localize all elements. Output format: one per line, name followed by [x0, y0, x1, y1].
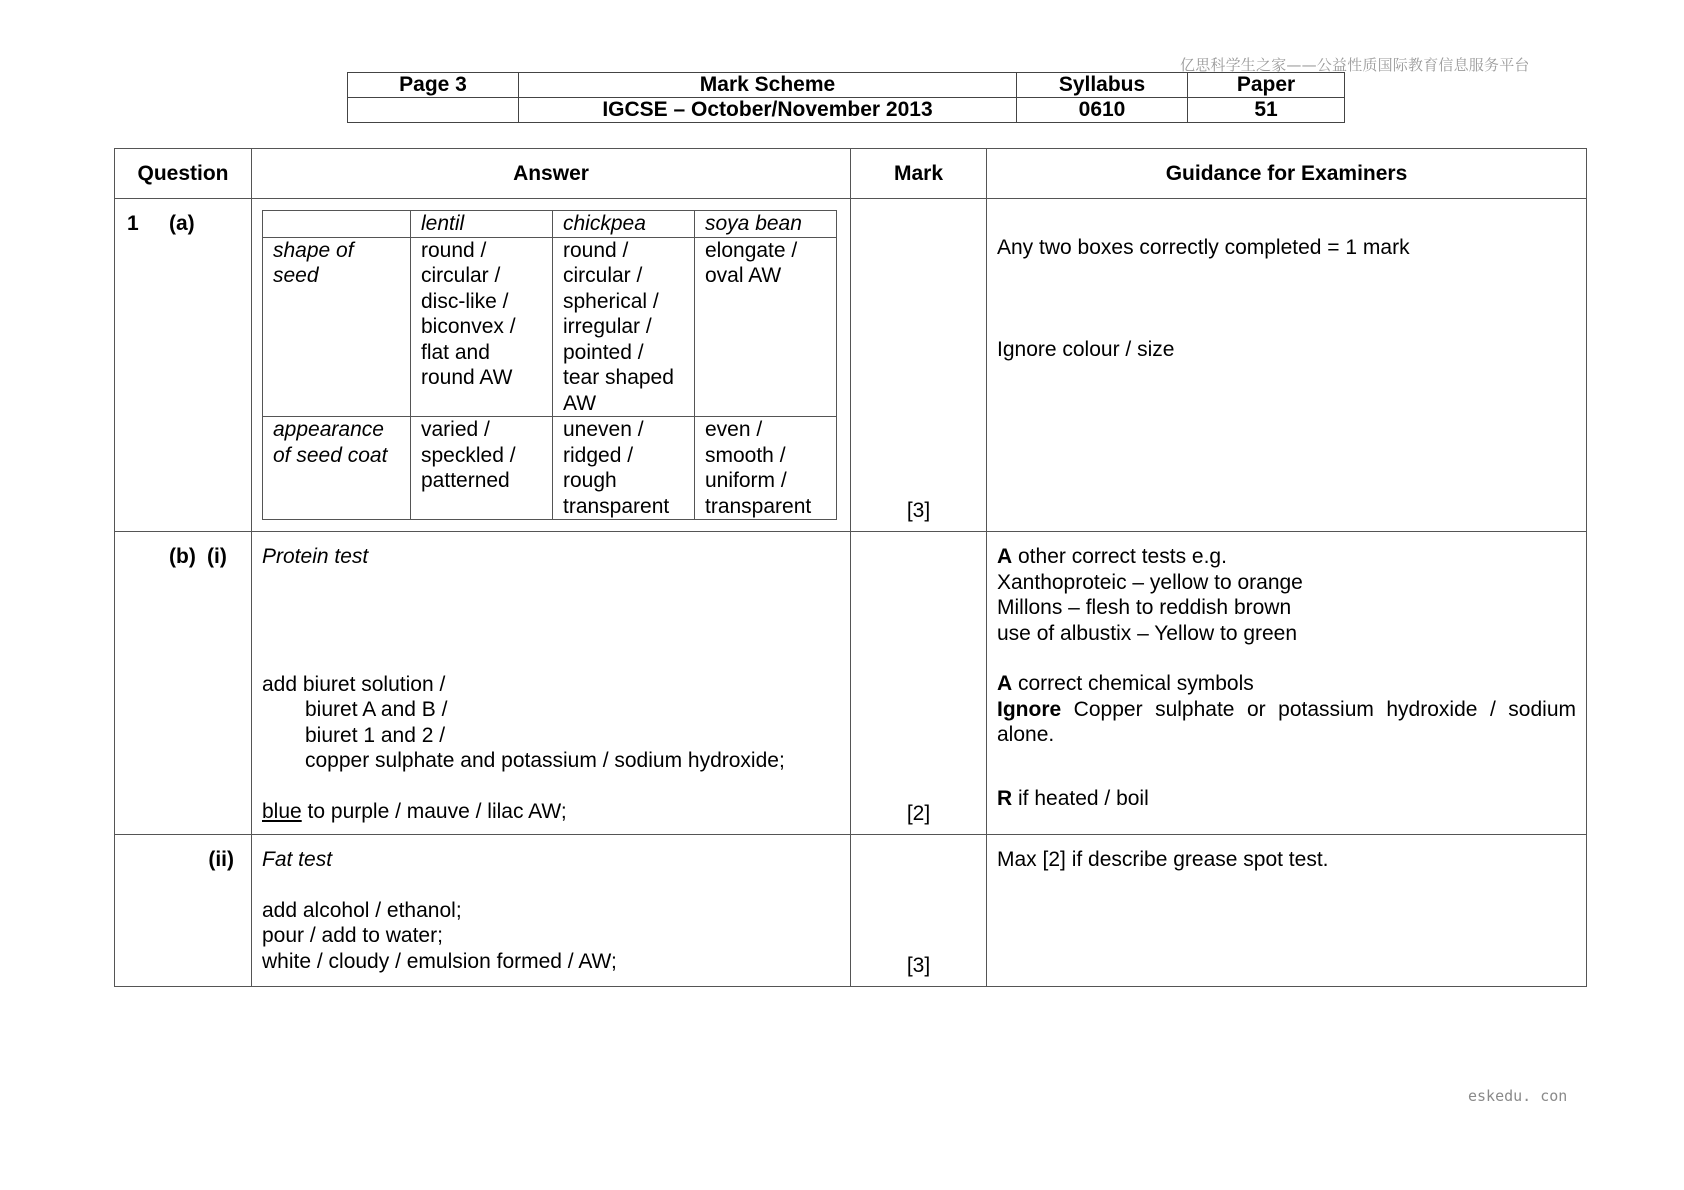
col-mark: Mark — [851, 149, 987, 199]
paper-label: Paper — [1188, 73, 1345, 98]
seed-header-soya-bean: soya bean — [695, 211, 837, 238]
guidance-test: Xanthoproteic – yellow to orange — [997, 570, 1303, 594]
answer-line: add alcohol / ethanol; — [262, 898, 462, 922]
watermark-top: 亿思科学生之家——公益性质国际教育信息服务平台 — [1180, 56, 1530, 74]
mark-value: [3] — [906, 498, 931, 522]
seed-header-lentil: lentil — [411, 211, 553, 238]
coat-chickpea: uneven / ridged / rough transparent — [553, 417, 695, 520]
guidance-line: Max [2] if describe grease spot test. — [997, 848, 1329, 871]
col-guidance: Guidance for Examiners — [987, 149, 1587, 199]
seed-table-corner — [263, 211, 411, 238]
col-question: Question — [115, 149, 252, 199]
answer-line: copper sulphate and potassium / sodium hydroxide; — [305, 749, 785, 772]
answer-line: add biuret solution / — [262, 672, 446, 696]
seed-table — [262, 210, 837, 520]
question-part: (b) — [169, 545, 196, 568]
guidance-cell — [987, 835, 1587, 987]
guidance-test: use of albustix – Yellow to green — [997, 621, 1298, 645]
mark-scheme-table — [114, 148, 1587, 987]
question-cell — [115, 199, 252, 532]
shape-chickpea: round / circular / spherical / irregular / pointed / tear shaped AW — [553, 237, 695, 417]
coat-soya-bean: even / smooth / uniform / transparent — [695, 417, 837, 520]
exam-session: IGCSE – October/November 2013 — [519, 98, 1017, 123]
col-answer: Answer — [252, 149, 851, 199]
answer-cell — [252, 835, 851, 987]
question-subpart: (i) — [207, 545, 227, 568]
syllabus-label: Syllabus — [1017, 73, 1188, 98]
mark-value: [3] — [906, 953, 931, 977]
watermark-bottom: eskedu. con — [1468, 1087, 1568, 1105]
coat-lentil: varied / speckled / patterned — [411, 417, 553, 520]
row-label-shape: shape of seed — [263, 237, 411, 417]
syllabus-code: 0610 — [1017, 98, 1188, 123]
question-cell — [115, 835, 252, 987]
answer-line: biuret A and B / — [305, 698, 448, 721]
answer-cell — [252, 532, 851, 835]
question-cell — [115, 532, 252, 835]
mark-cell — [851, 532, 987, 835]
test-title: Protein test — [262, 545, 369, 568]
row-q1bi — [115, 532, 1587, 835]
answer-result: blue to purple / mauve / lilac AW; — [262, 799, 567, 823]
mark-cell — [851, 835, 987, 987]
answer-cell — [252, 199, 851, 532]
test-title: Fat test — [262, 848, 333, 871]
row-q1a — [115, 199, 1587, 532]
guidance-cell: A other correct tests e.g. Xanthoproteic – yellow to orange Millons – flesh to reddish brown use of albustix – Yellow to green A correct chemical symbols Ignore Copper sulphate or potassium hydroxide / sodium alone. R if heated / boil — [987, 532, 1587, 835]
paper-number: 51 — [1188, 98, 1345, 123]
shape-lentil: round / circular / disc-like / biconvex / flat and round AW — [411, 237, 553, 417]
guidance-cell — [987, 199, 1587, 532]
header-blank — [348, 98, 519, 123]
mark-value: [2] — [906, 801, 931, 825]
guidance-test: Millons – flesh to reddish brown — [997, 596, 1292, 619]
answer-line: pour / add to water; — [262, 924, 443, 947]
question-number: 1 — [127, 212, 139, 235]
row-label-seed-coat: appearance of seed coat — [263, 417, 411, 520]
seed-header-chickpea: chickpea — [553, 211, 695, 238]
header-table — [347, 72, 1345, 123]
answer-line: biuret 1 and 2 / — [305, 723, 446, 747]
guidance-line: Any two boxes correctly completed = 1 mark — [997, 236, 1410, 259]
column-headers — [115, 149, 1587, 199]
question-subpart: (ii) — [208, 848, 234, 871]
answer-line: white / cloudy / emulsion formed / AW; — [262, 949, 617, 973]
mark-cell — [851, 199, 987, 532]
guidance-line: Ignore colour / size — [997, 337, 1175, 361]
row-q1bii — [115, 835, 1587, 987]
question-part: (a) — [169, 212, 195, 235]
page-label: Page 3 — [348, 73, 519, 98]
shape-soya-bean: elongate / oval AW — [695, 237, 837, 417]
mark-scheme-label: Mark Scheme — [519, 73, 1017, 98]
